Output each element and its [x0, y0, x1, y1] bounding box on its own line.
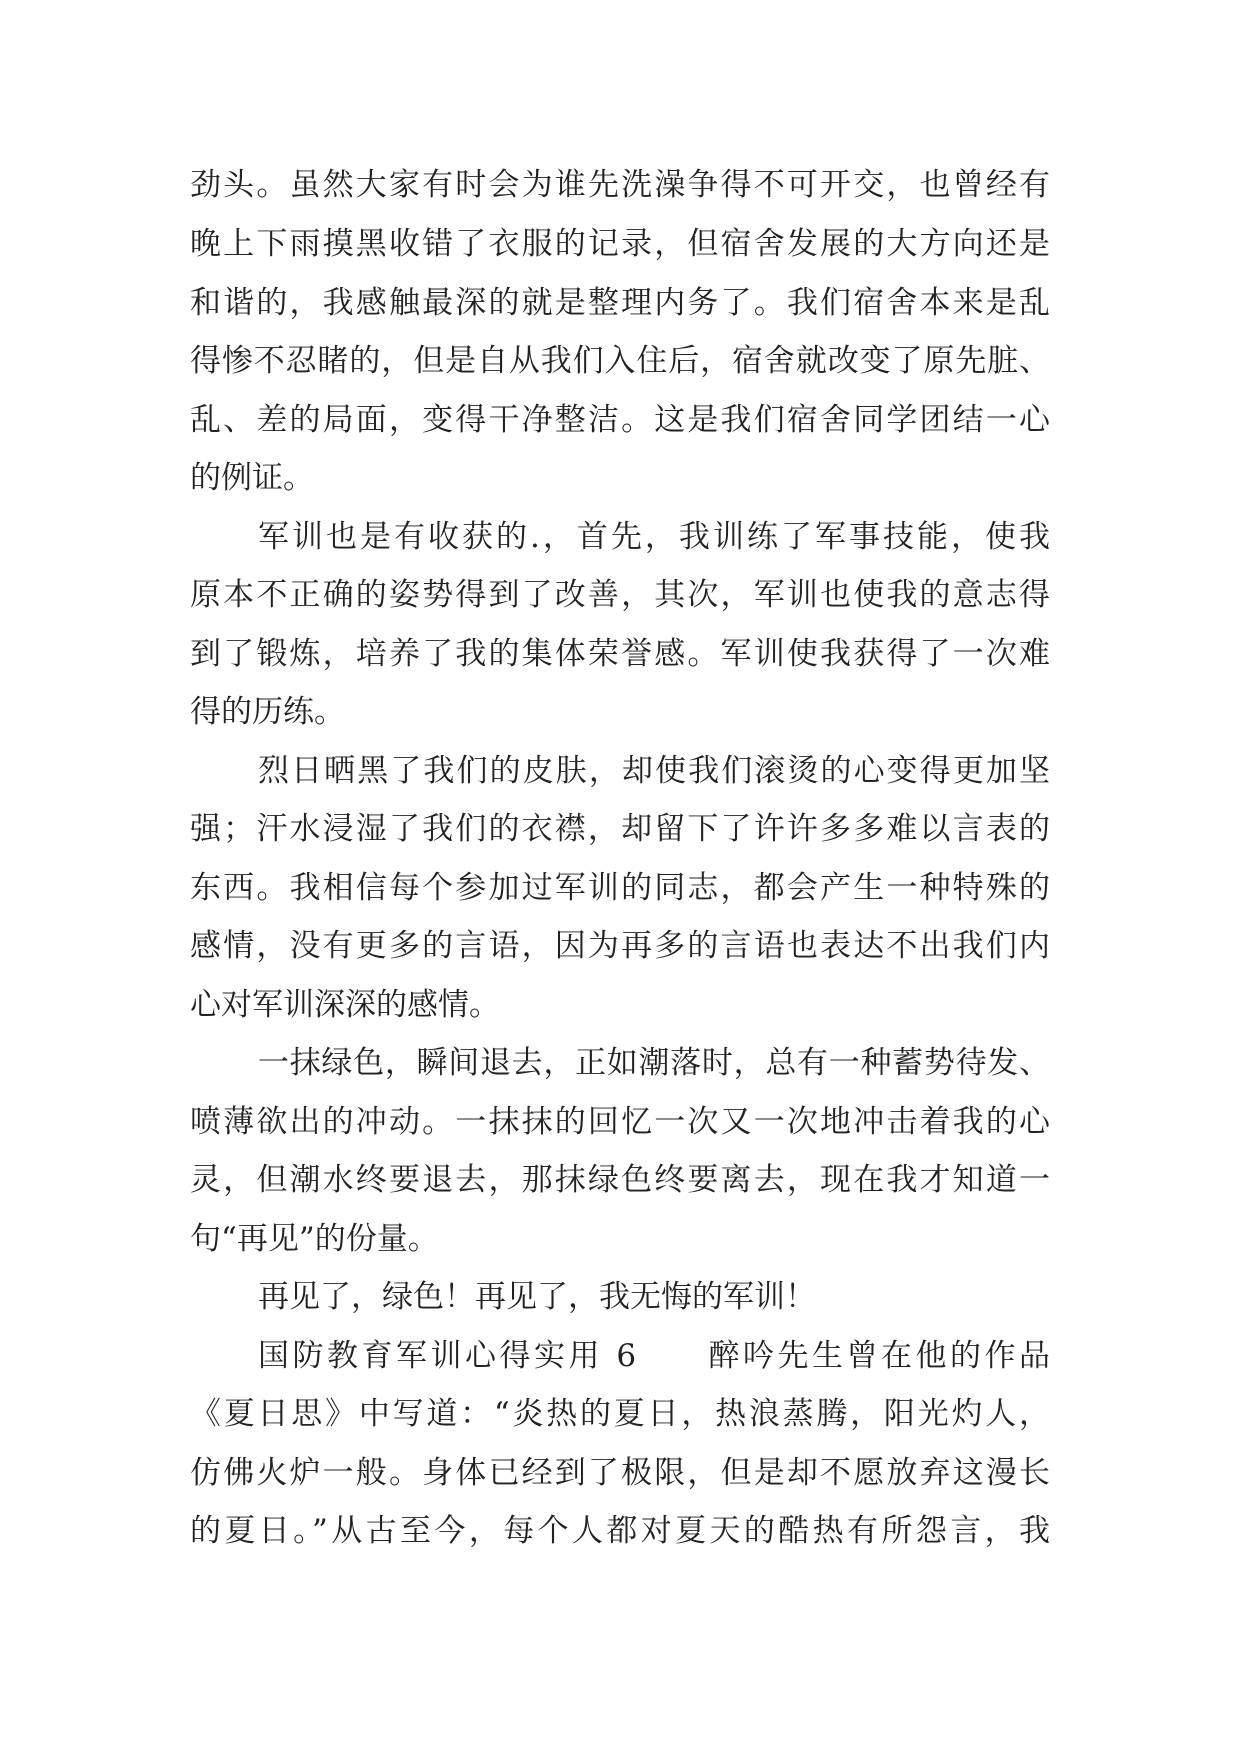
text-line: 东西。我相信每个参加过军训的同志，都会产生一种特殊的 — [190, 870, 1050, 906]
text-line: 强；汗水浸湿了我们的衣襟，却留下了许许多多难以言表的 — [190, 811, 1050, 847]
text-line: 得的历练。 — [190, 694, 345, 730]
text-line: 和谐的，我感触最深的就是整理内务了。我们宿舍本来是乱 — [190, 285, 1050, 321]
text-line: 句“再见”的份量。 — [190, 1221, 439, 1257]
text-line: 感情，没有更多的言语，因为再多的言语也表达不出我们内 — [190, 928, 1050, 964]
text-line: 军训也是有收获的.，首先，我训练了军事技能，使我 — [258, 519, 1050, 555]
text-line: 喷薄欲出的冲动。一抹抹的回忆一次又一次地冲击着我的心 — [190, 1104, 1050, 1140]
text-line: 到了锻炼，培养了我的集体荣誉感。军训使我获得了一次难 — [190, 636, 1050, 672]
text-line: 仿佛火炉一般。身体已经到了极限，但是却不愿放弃这漫长 — [190, 1455, 1050, 1491]
text-line: 《夏日思》中写道：“炎热的夏日，热浪蒸腾，阳光灼人， — [190, 1396, 1050, 1432]
text-line: 国防教育军训心得实用 6 醉吟先生曾在他的作品 — [258, 1338, 1050, 1374]
text-line: 的夏日。”从古至今，每个人都对夏天的酷热有所怨言，我 — [190, 1513, 1050, 1549]
text-line: 晚上下雨摸黑收错了衣服的记录，但宿舍发展的大方向还是 — [190, 226, 1050, 262]
text-line: 再见了，绿色！再见了，我无悔的军训！ — [258, 1279, 816, 1315]
text-line: 乱、差的局面，变得干净整洁。这是我们宿舍同学团结一心 — [190, 402, 1050, 438]
text-line: 原本不正确的姿势得到了改善，其次，军训也使我的意志得 — [190, 577, 1050, 613]
text-line: 的例证。 — [190, 460, 314, 496]
text-line: 心对军训深深的感情。 — [190, 987, 500, 1023]
text-line: 一抹绿色，瞬间退去，正如潮落时，总有一种蓄势待发、 — [258, 1045, 1050, 1081]
text-line: 得惨不忍睹的，但是自从我们入住后，宿舍就改变了原先脏、 — [190, 343, 1050, 379]
text-line: 劲头。虽然大家有时会为谁先洗澡争得不可开交，也曾经有 — [190, 167, 1050, 203]
text-line: 灵，但潮水终要退去，那抹绿色终要离去，现在我才知道一 — [190, 1162, 1050, 1198]
text-line: 烈日晒黑了我们的皮肤，却使我们滚烫的心变得更加坚 — [258, 753, 1050, 789]
